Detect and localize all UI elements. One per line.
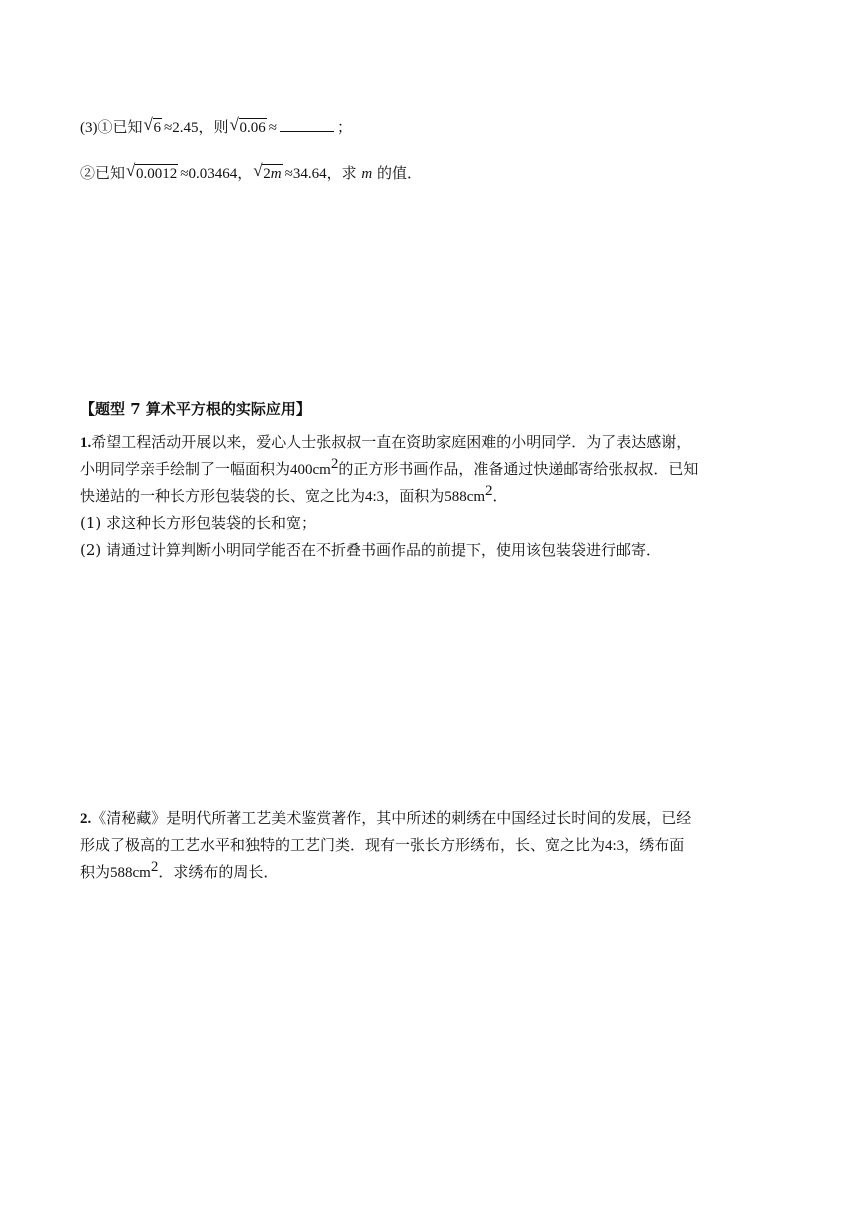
q2-line-3: 积为$588cm^2$．求绣布的周长． — [80, 859, 279, 881]
q1-line-3: 快递站的一种长方形包装袋的长、宽之比为4:3，面积为$588cm^2$． — [80, 483, 508, 505]
sqrt-0-0012: √ 0.0012 — [126, 161, 178, 182]
q2-line-2: 形成了极高的工艺水平和独特的工艺门类．现有一张长方形绣布，长、宽之比为4:3，绣布面 — [80, 836, 685, 854]
part3-label: (3) — [80, 120, 98, 136]
sqrt-2m: √ 2m — [253, 161, 282, 182]
q1-number: 1. — [80, 435, 92, 451]
part3-sub2-line: ②已知 √ 0.0012 ≈0.03464， √ 2m ≈34.64，求 m 的值． — [80, 162, 422, 185]
value-0-03464: 0.03464 — [188, 166, 238, 182]
section-title-text: 题型 7 算术平方根的实际应用 — [95, 400, 296, 418]
var-m: m — [361, 166, 373, 182]
value-2-45: 2.45 — [172, 120, 199, 136]
q2-number: 2. — [80, 811, 92, 827]
sqrt-6: √ 6 — [143, 115, 162, 136]
q1-sub-1: (1) 求这种长方形包装袋的长和宽； — [80, 514, 317, 532]
sub2-marker: ② — [80, 164, 96, 182]
q1-line-2: 小明同学亲手绘制了一幅面积为$400cm^2$的正方形书画作品，准备通过快递邮寄给张叔叔．已知 — [80, 456, 699, 478]
answer-blank[interactable] — [280, 117, 334, 132]
question-1 — [80, 429, 780, 564]
part3-sub1-line: (3)①已知 √ 6 ≈2.45，则 √ 0.06 ≈ ； — [80, 116, 352, 139]
question-2 — [80, 805, 780, 886]
q2-line-1: 2.《清秘藏》是明代所著工艺美术鉴赏著作，其中所述的刺绣在中国经过长时间的发展，已经 — [80, 809, 692, 827]
section-title: 【题型 7 算术平方根的实际应用】 — [80, 400, 311, 418]
q1-line-1: 1.希望工程活动开展以来，爱心人士张叔叔一直在资助家庭困难的小明同学．为了表达感谢， — [80, 433, 692, 451]
q1-sub-2: (2) 请通过计算判断小明同学能否在不折叠书画作品的前提下，使用该包装袋进行邮寄． — [80, 541, 662, 559]
value-34-64: 34.64 — [292, 166, 327, 182]
sqrt-0-06: √ 0.06 — [229, 115, 266, 136]
sub1-marker: ① — [97, 118, 113, 136]
known-text: 已知 — [112, 118, 143, 136]
